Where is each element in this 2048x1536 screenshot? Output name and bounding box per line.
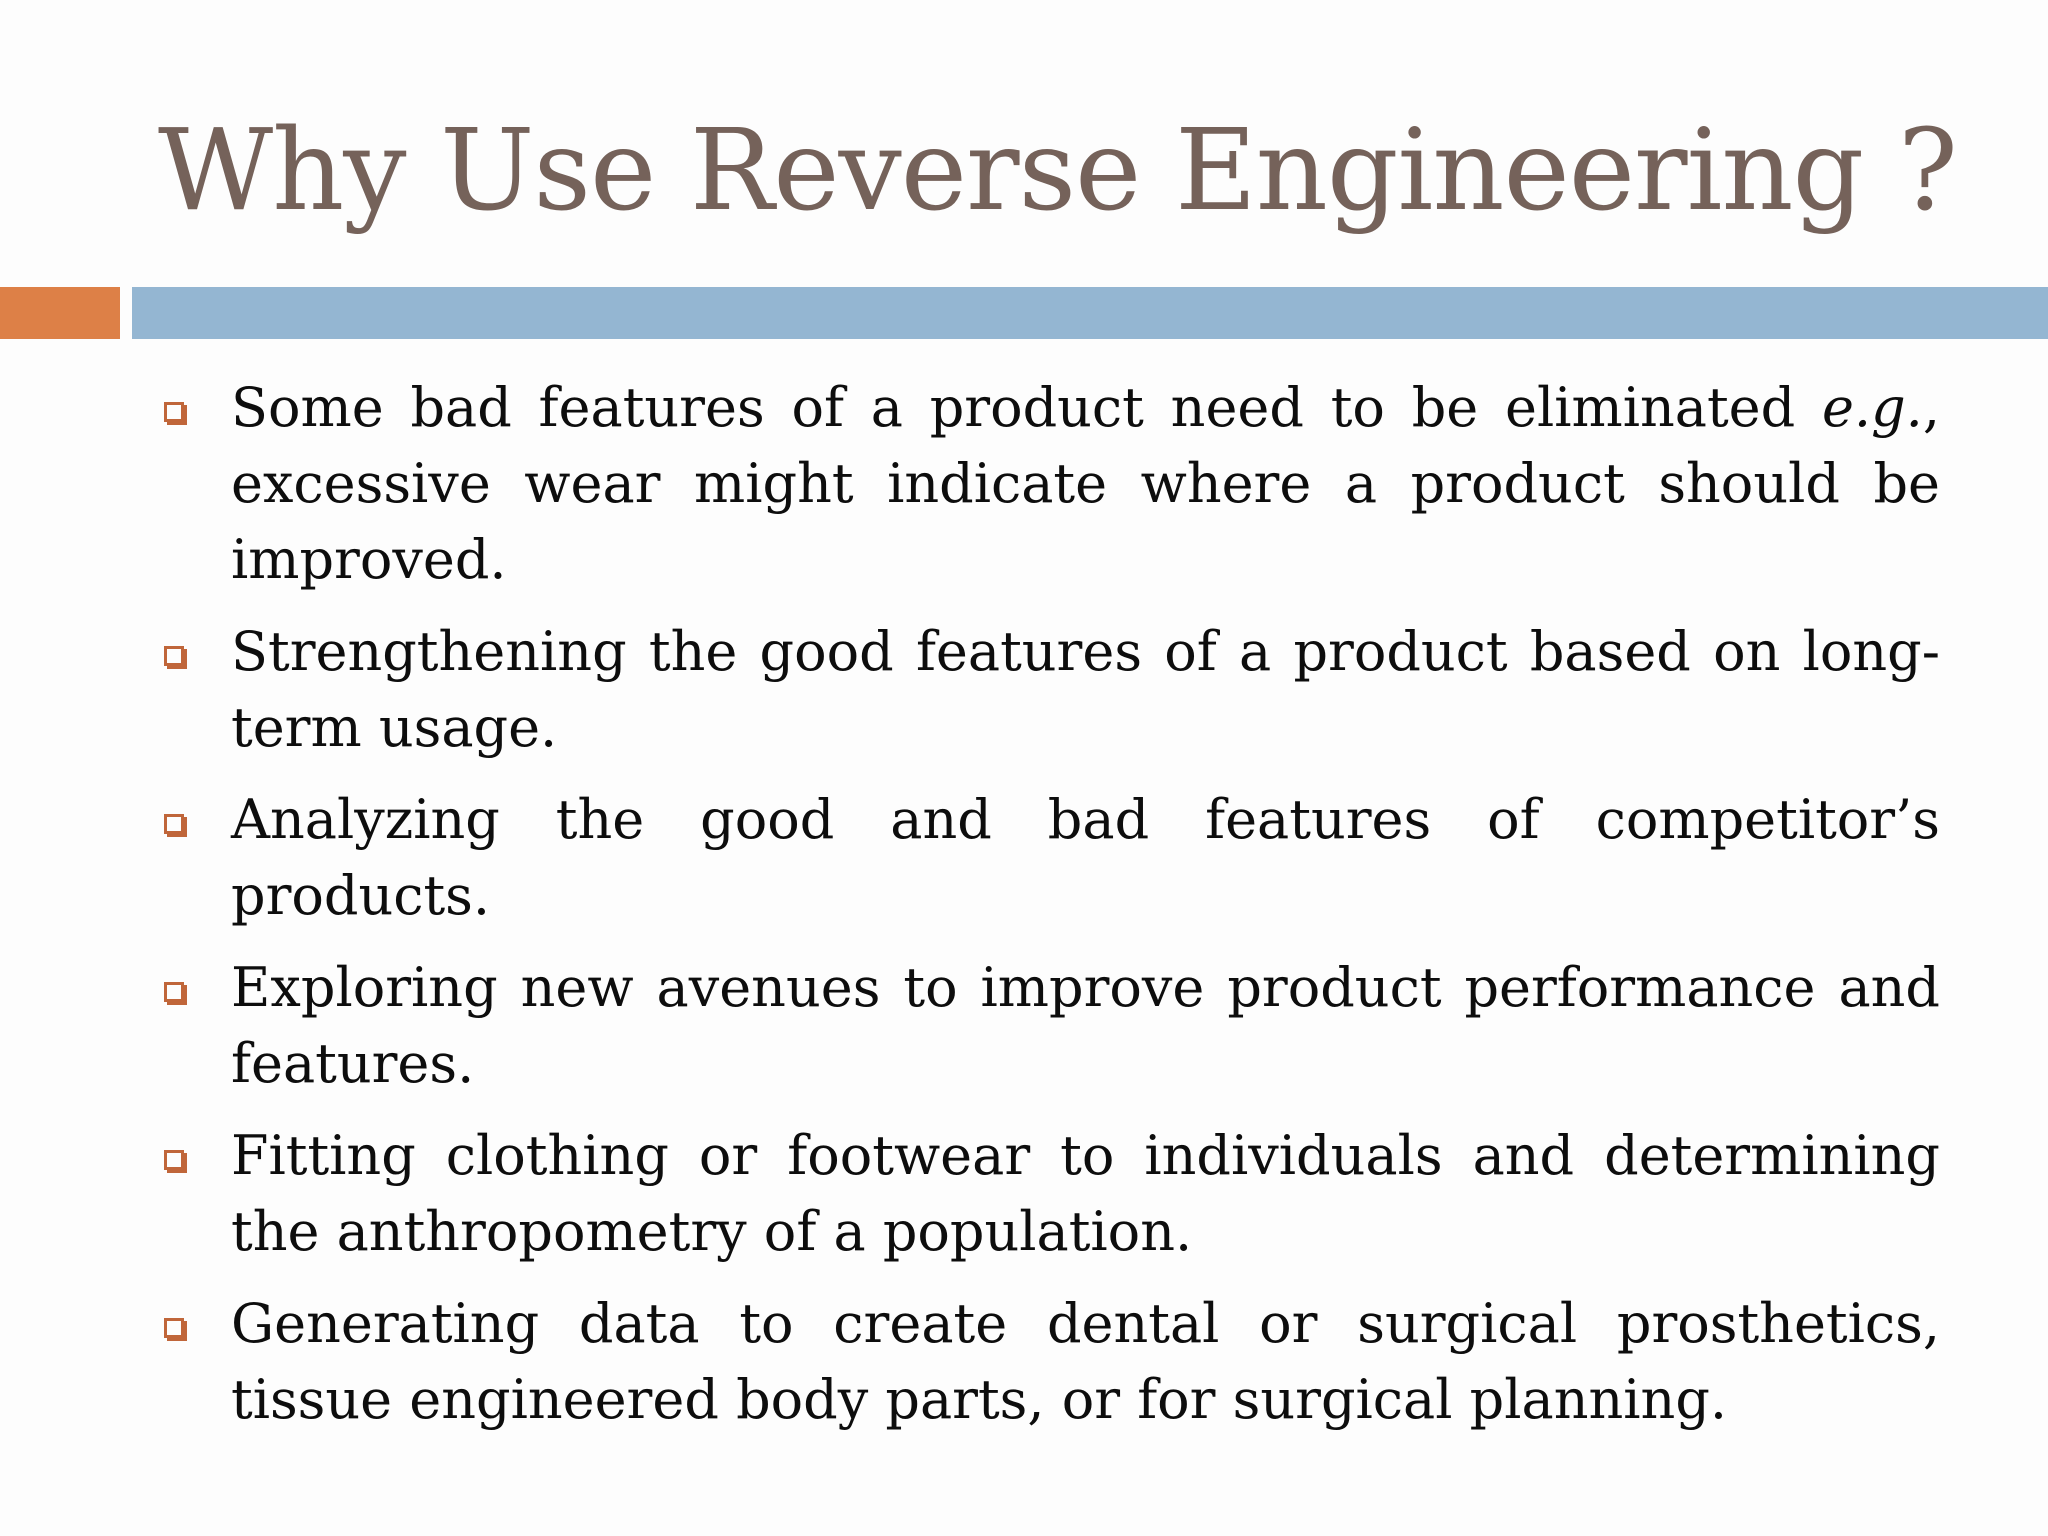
accent-bar-orange	[0, 287, 120, 339]
bullet-text-italic: e.g.	[1821, 376, 1923, 439]
bullet-text	[231, 376, 1940, 591]
slide-title: Why Use Reverse Engineering ?	[158, 106, 1957, 236]
bullet-item	[158, 950, 1940, 1102]
bullet-text: Generating data to create dental or surgical prosthetics, tissue engineered body parts, or for surgical planning.	[231, 1292, 1940, 1431]
square-bullet-icon	[164, 1318, 184, 1338]
bullet-item	[158, 782, 1940, 934]
bullet-item	[158, 1118, 1940, 1270]
bullet-text: Fitting clothing or footwear to individuals and determining the anthropometry of a population.	[231, 1124, 1940, 1263]
bullet-item	[158, 614, 1940, 766]
bullet-item	[158, 1286, 1940, 1438]
square-bullet-icon	[164, 982, 184, 1002]
bullet-text: Strengthening the good features of a product based on long-term usage.	[231, 620, 1940, 759]
bullet-text: Exploring new avenues to improve product performance and features.	[231, 956, 1940, 1095]
bullet-text-part: Some bad features of a product need to be eliminated	[231, 376, 1822, 439]
accent-bar-blue	[132, 287, 2048, 339]
bullet-text-part: , excessive wear might indicate where a product should be improved.	[231, 376, 1940, 591]
square-bullet-icon	[164, 814, 184, 834]
bullet-item	[158, 370, 1940, 598]
bullet-list	[158, 370, 1940, 1454]
bullet-text: Analyzing the good and bad features of competitor’s products.	[231, 788, 1940, 927]
square-bullet-icon	[164, 402, 184, 422]
square-bullet-icon	[164, 646, 184, 666]
square-bullet-icon	[164, 1150, 184, 1170]
